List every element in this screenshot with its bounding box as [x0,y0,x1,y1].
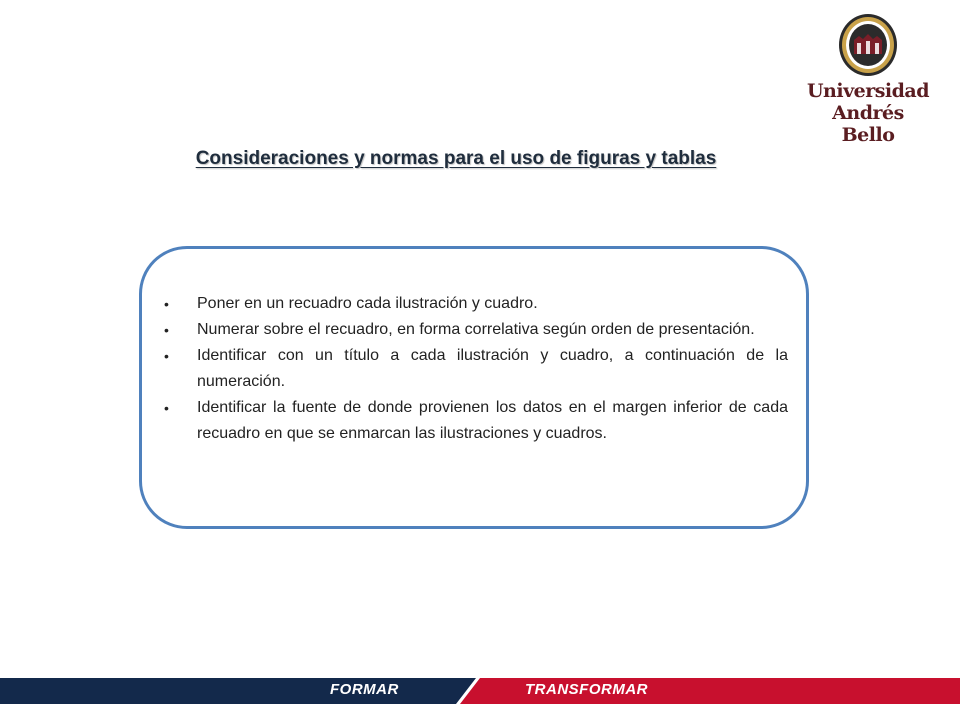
bullet-text: Numerar sobre el recuadro, en forma correlativa según orden de presentación. [197,321,755,338]
bullet-item [164,317,788,343]
bullet-item [164,343,788,395]
bullet-icon: • [164,296,169,312]
bullet-icon: • [164,400,169,416]
content-box [139,246,809,529]
bullet-icon: • [164,322,169,338]
bullet-icon: • [164,348,169,364]
bullet-item [164,395,788,447]
bullet-item [164,291,788,317]
bullet-text: Identificar la fuente de donde provienen los datos en el margen inferior de cada recuadro en que se enmarcan las ilustraciones y cuadros. [197,399,788,442]
university-name-line1: Universidad [806,80,930,102]
university-logo [806,12,930,146]
footer-band-shape [0,678,960,704]
bullet-text: Poner en un recuadro cada ilustración y cuadro. [197,295,538,312]
footer-band [0,678,960,704]
footer-label-transformar: TRANSFORMAR [525,681,648,698]
slide-title: Consideraciones y normas para el uso de figuras y tablas [195,148,717,169]
bullet-list [164,291,788,447]
university-crest-icon [837,12,899,78]
footer-label-formar: FORMAR [330,681,399,698]
university-name-line2: Andrés Bello [832,102,904,146]
bullet-text: Identificar con un título a cada ilustración y cuadro, a continuación de la numeración. [197,347,788,390]
